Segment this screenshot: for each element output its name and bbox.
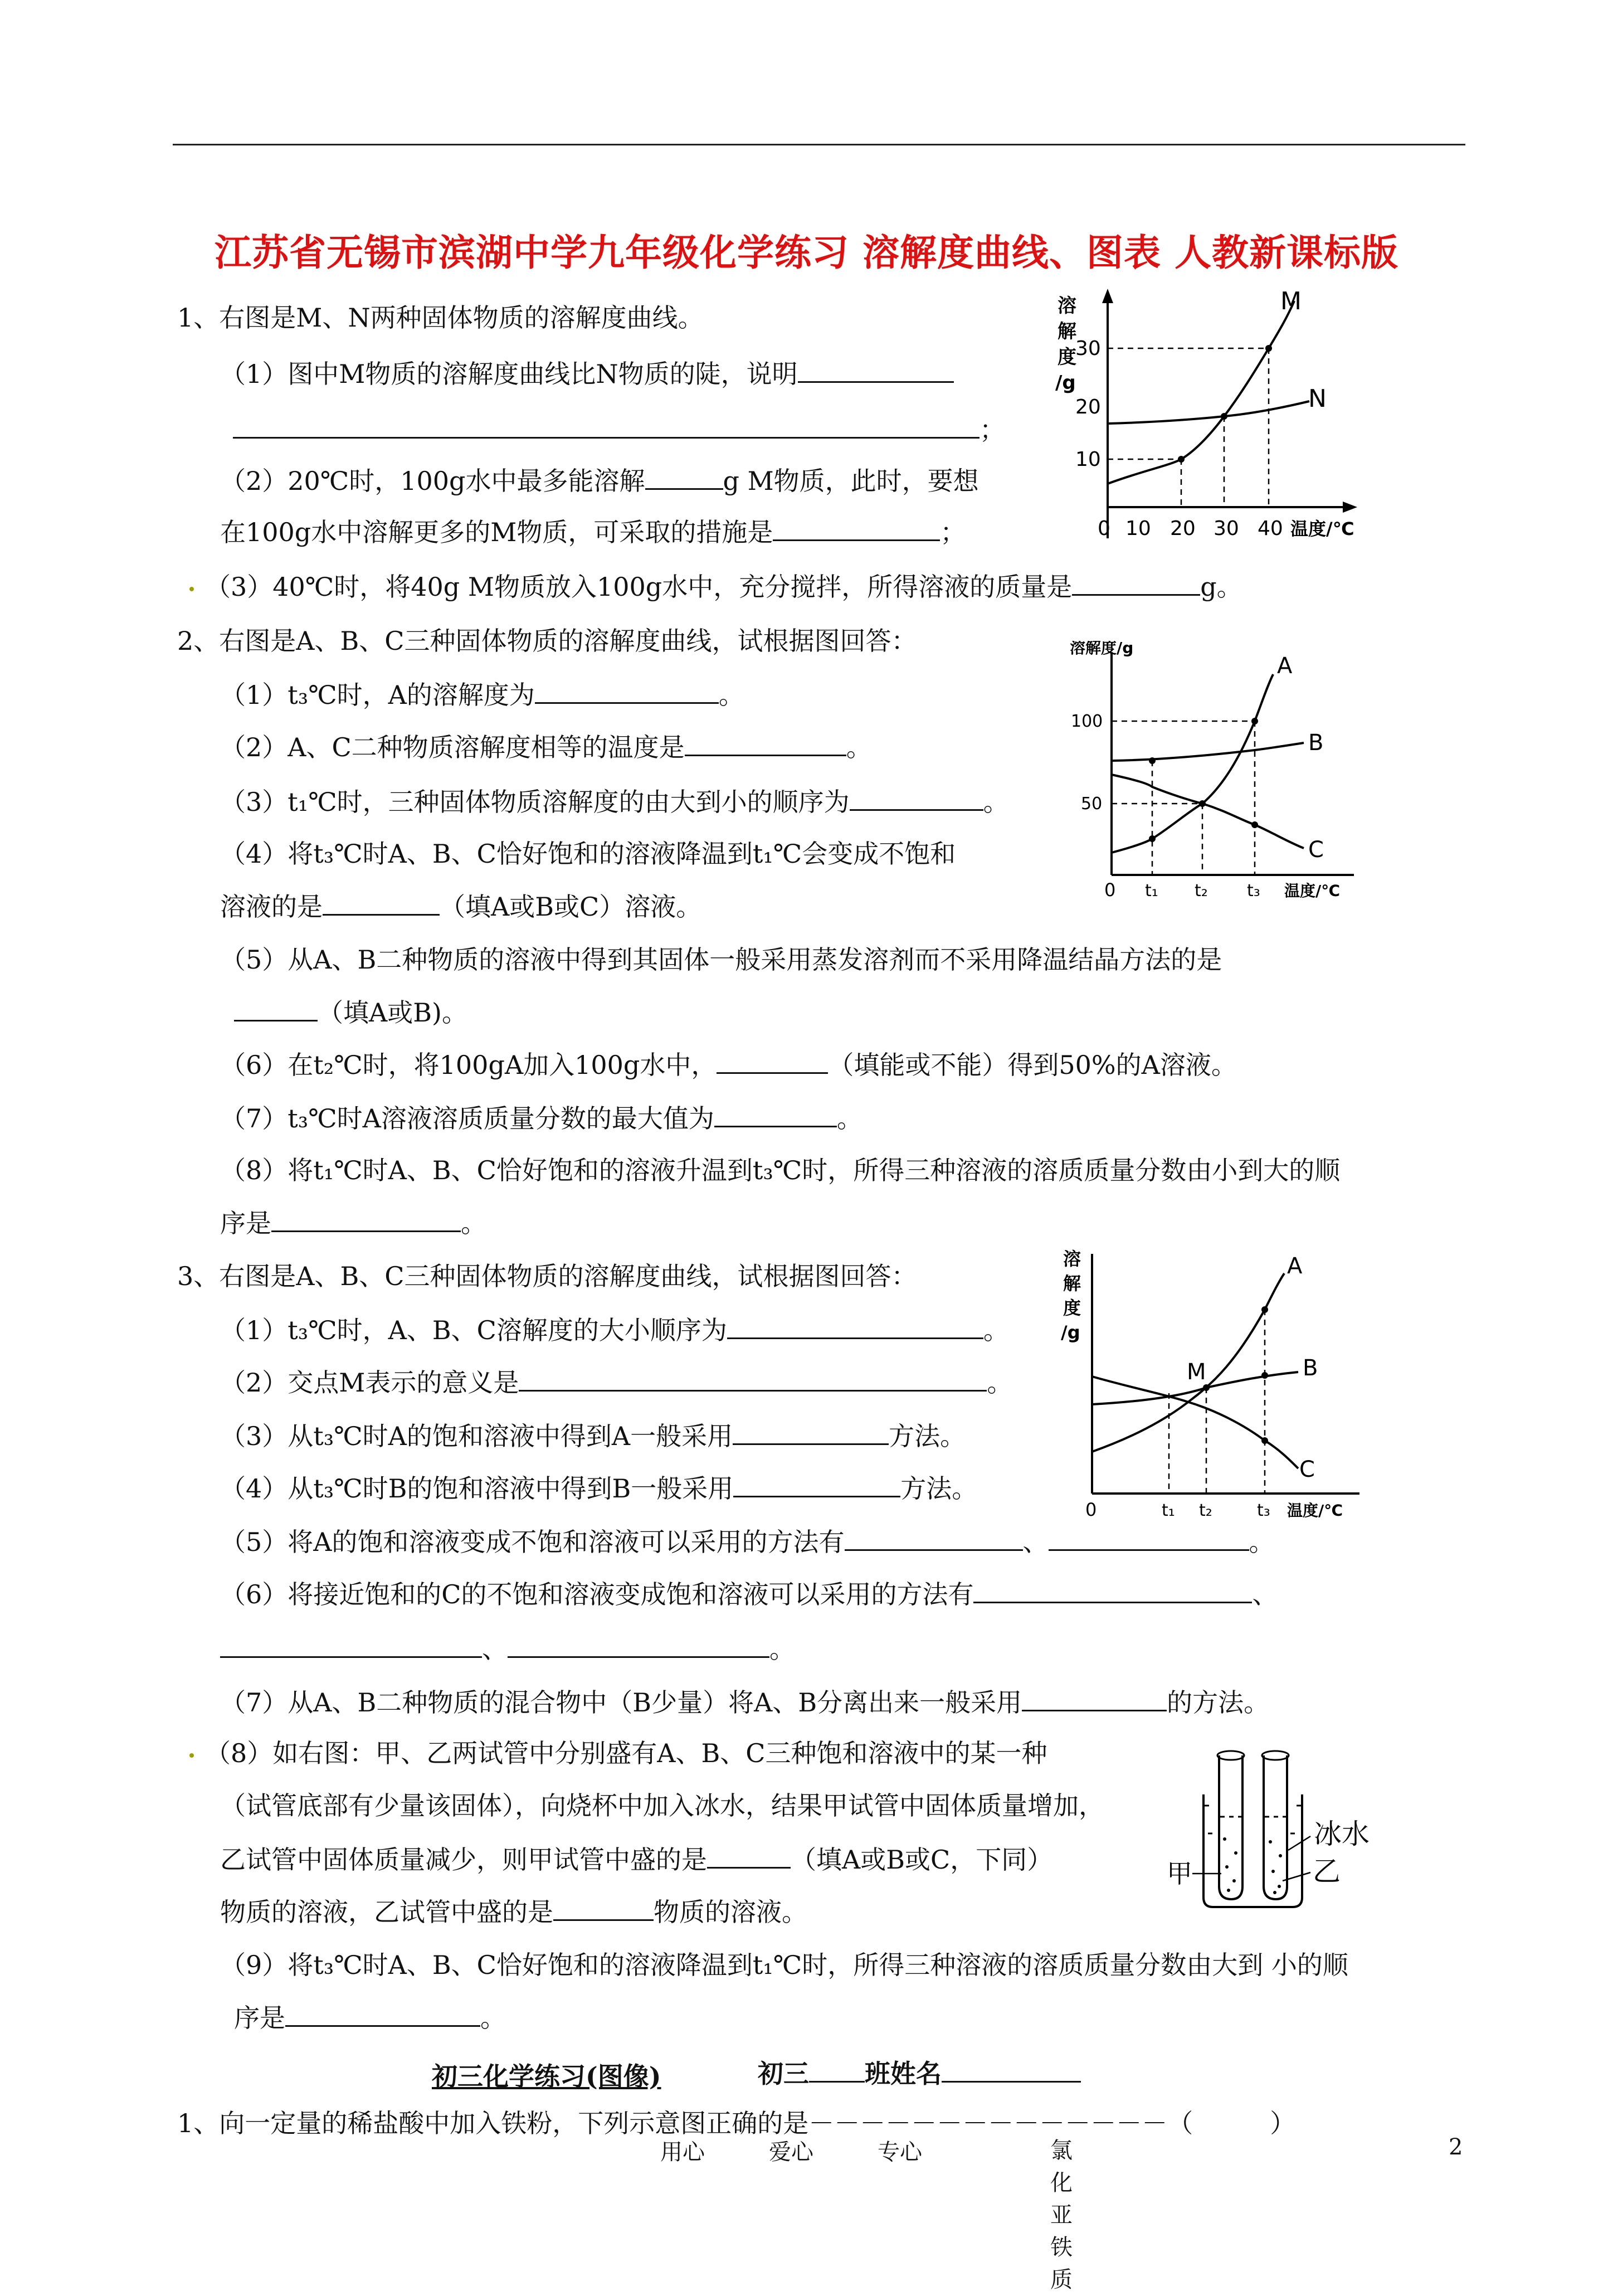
answer-blank[interactable] [798,357,954,383]
vertical-text: 氯 化 亚 铁 质 [1050,2138,1073,2293]
s2-question-1: 1、向一定量的稀盐酸中加入铁粉，下列示意图正确的是－－－－－－－－－－－－－－（ ） [177,2108,1296,2138]
q3-part7: （7）从A、B二种物质的混合物中（B少量）将A、B分离出来一般采用 的方法。 [220,1685,1269,1719]
q3-part8-d: 物质的溶液，乙试管中盛的是 物质的溶液。 [220,1895,807,1929]
y-tick-label: 20 [1075,396,1101,419]
q3-part8-c: 乙试管中固体质量减少，则甲试管中盛的是 （填A或B或C，下同） [220,1842,1052,1876]
answer-blank[interactable] [850,785,983,811]
series-label: C [1299,1457,1315,1482]
answer-blank[interactable] [233,412,980,439]
answer-blank[interactable] [1049,1525,1249,1551]
x-tick-label: 0 [1098,517,1110,540]
x-axis-label: 温度/℃ [1290,518,1354,539]
q3-part8: （8）如右图：甲、乙两试管中分别盛有A、B、C三种饱和溶液中的某一种 [189,1736,1047,1770]
x-axis-label: 温度/℃ [1284,882,1341,900]
y-tick-label: 10 [1075,448,1101,471]
y-axis-label: 溶解度/g [1070,641,1134,657]
y-axis-label: 溶 [1058,295,1076,317]
tube-yi-label: 乙 [1313,1855,1341,1888]
answer-blank[interactable] [845,1525,1023,1551]
y-tick-label: 30 [1075,337,1101,360]
x-tick-label: 30 [1214,517,1239,540]
q2-part6: （6）在t₂℃时，将100gA加入100g水中， （填能或不能）得到50%的A溶液。 [220,1048,1237,1082]
series-label: B [1303,1355,1318,1381]
x-tick-label: t₁ [1145,881,1158,901]
q2-part2: （2）A、C二种物质溶解度相等的温度是 。 [220,730,872,764]
q1-part1: （1）图中M物质的溶解度曲线比N物质的陡，说明 [220,357,954,391]
series-label: A [1287,1253,1303,1279]
q2-part8-cont: 序是 。 [220,1206,486,1240]
q1-stem: 1、右图是M、N两种固体物质的溶解度曲线。 [177,303,704,333]
q1-part2-cont: 在100g水中溶解更多的M物质，可采取的措施是 ； [220,515,966,549]
answer-blank[interactable] [220,1632,482,1658]
y-axis-label: 度 [1063,1297,1081,1319]
x-tick-label: 0 [1104,879,1116,901]
x-axis-label: 温度/℃ [1287,1501,1343,1520]
answer-blank[interactable] [1022,1685,1167,1711]
answer-blank[interactable] [733,1471,900,1497]
q2-part5-cont: （填A或B)。 [234,995,467,1029]
solubility-chart-mn [1047,284,1359,552]
q2-stem: 2、右图是A、B、C三种固体物质的溶解度曲线，试根据图回答： [177,626,917,656]
x-tick-label: t₂ [1199,1501,1212,1520]
series-label: B [1308,730,1324,756]
answer-blank[interactable] [727,1313,983,1339]
y-axis-label: 解 [1058,320,1076,343]
class-blank[interactable] [809,2056,865,2083]
q2-part5: （5）从A、B二种物质的溶液中得到其固体一般采用蒸发溶剂而不采用降温结晶方法的是 [220,945,1222,975]
q2-part1: （1）t₃℃时，A的溶解度为 。 [220,678,744,712]
answer-blank[interactable] [271,1206,461,1232]
x-tick-label: 20 [1170,517,1196,540]
name-blank[interactable] [942,2056,1081,2083]
q2-part8: （8）将t₁℃时A、B、C恰好饱和的溶液升温到t₃℃时，所得三种溶液的溶质质量分数由小到大的顺 [220,1155,1341,1185]
q2-part4-cont: 溶液的是 （填A或B或C）溶液。 [220,889,701,923]
point-label: M [1187,1359,1206,1385]
series-label: N [1308,385,1327,413]
page-title: 江苏省无锡市滨湖中学九年级化学练习 溶解度曲线、图表 人教新课标版 [215,231,1398,274]
x-tick-label: 40 [1258,517,1283,540]
answer-blank[interactable] [508,1632,769,1658]
q3-part9-cont: 序是 。 [234,2001,506,2035]
section-title: 初三化学练习(图像) [432,2061,661,2091]
q2-part7: （7）t₃℃时A溶液溶质质量分数的最大值为 。 [220,1101,862,1135]
y-tick-label: 50 [1081,794,1103,814]
answer-blank[interactable] [323,889,440,916]
ice-water-label: 冰水 [1314,1818,1370,1850]
answer-blank[interactable] [707,1842,791,1869]
x-tick-label: 0 [1085,1499,1097,1520]
answer-blank[interactable] [645,464,723,490]
x-tick-label: t₂ [1195,881,1208,901]
y-axis-label: 解 [1063,1273,1081,1294]
y-axis-label: /g [1055,372,1076,394]
q3-part6-cont: 、 。 [220,1632,795,1666]
answer-blank[interactable] [285,2001,480,2027]
series-label: M [1280,287,1302,315]
solubility-chart-abc-1 [1059,641,1371,903]
x-tick-label: t₃ [1257,1501,1270,1520]
y-tick-label: 100 [1071,712,1103,731]
answer-blank[interactable] [234,995,318,1021]
answer-blank[interactable] [973,1577,1252,1603]
y-axis-label: 溶 [1063,1248,1081,1269]
q1-part1-cont: ； [233,412,1005,446]
x-tick-label: t₃ [1247,881,1260,901]
page-number: 2 [1449,2134,1463,2160]
x-tick-label: 10 [1125,517,1151,540]
header-rule [173,144,1465,145]
answer-blank[interactable] [519,1365,987,1392]
footer-text-b: 爱心 [769,2139,813,2165]
series-label: A [1277,653,1293,679]
q3-part3: （3）从t₃℃时A的饱和溶液中得到A一般采用 方法。 [220,1419,966,1453]
y-axis-label: /g [1061,1322,1080,1343]
answer-blank[interactable] [1072,570,1200,596]
q3-stem: 3、右图是A、B、C三种固体物质的溶解度曲线，试根据图回答： [177,1261,917,1291]
test-tube-diagram [1164,1744,1410,1911]
answer-blank[interactable] [714,1101,837,1127]
answer-blank[interactable] [685,730,846,756]
q3-part8-b: （试管底部有少量该固体），向烧杯中加入冰水，结果甲试管中固体质量增加， [220,1791,1104,1821]
q2-part3: （3）t₁℃时，三种固体物质溶解度的由大到小的顺序为 。 [220,785,1009,819]
tube-jia-label: 甲 [1167,1859,1192,1889]
q3-part5: （5）将A的饱和溶液变成不饱和溶液可以采用的方法有 、 。 [220,1525,1275,1559]
q1-part2: （2）20℃时，100g水中最多能溶解 g M物质，此时，要想 [220,464,979,498]
answer-blank[interactable] [773,515,940,541]
class-name-line: 初三 班姓名 [758,2056,1081,2090]
y-axis-label: 度 [1058,346,1076,368]
footer-text-a: 用心 [660,2139,705,2165]
answer-blank[interactable] [733,1419,889,1445]
solubility-chart-abc-2 [1059,1248,1371,1521]
answer-blank[interactable] [553,1895,654,1921]
series-label: C [1308,837,1324,863]
answer-blank[interactable] [717,1048,828,1074]
q3-part4: （4）从t₃℃时B的饱和溶液中得到B一般采用 方法。 [220,1471,977,1505]
q3-part9: （9）将t₃℃时A、B、C恰好饱和的溶液降温到t₁℃时，所得三种溶液的溶质质量分数由大到 小的顺 [220,1950,1348,1980]
q1-part3: （3）40℃时，将40g M物质放入100g水中，充分搅拌，所得溶液的质量是 g。 [189,570,1242,604]
footer-text-c: 专心 [878,2139,922,2165]
answer-blank[interactable] [535,678,719,704]
q3-part6: （6）将接近饱和的C的不饱和溶液变成饱和溶液可以采用的方法有 、 [220,1577,1278,1611]
q3-part2: （2）交点M表示的意义是 。 [220,1365,1012,1399]
q3-part1: （1）t₃℃时，A、B、C溶解度的大小顺序为 。 [220,1313,1009,1347]
x-tick-label: t₁ [1162,1501,1175,1520]
q2-part4: （4）将t₃℃时A、B、C恰好饱和的溶液降温到t₁℃会变成不饱和 [220,839,956,869]
